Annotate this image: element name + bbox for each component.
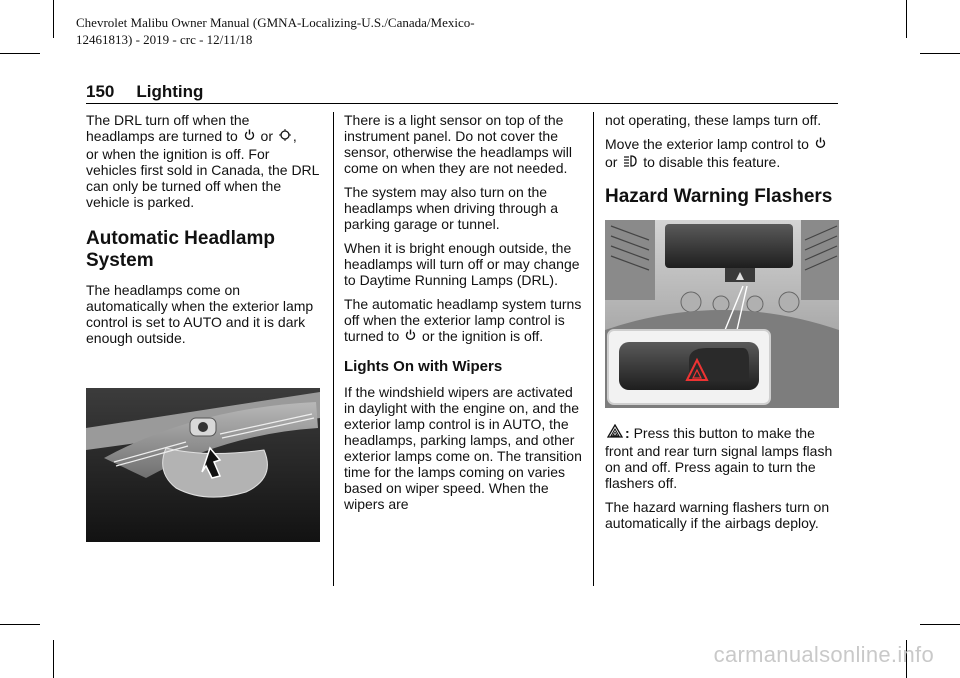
page-number: 150 xyxy=(86,82,115,101)
drl-paragraph xyxy=(86,112,322,210)
airbag-paragraph: The hazard warning flashers turn on automatically if the airbags deploy. xyxy=(605,499,830,531)
power-off-icon xyxy=(405,329,416,346)
light-sensor-figure xyxy=(86,388,320,542)
text: Move the exterior lamp control to xyxy=(605,136,809,152)
text: or xyxy=(260,128,273,144)
crop-mark xyxy=(920,53,960,54)
auto-paragraph: The headlamps come on automatically when the exterior lamp control is set to AUTO and it is dark enough outside. xyxy=(86,282,314,346)
crop-mark xyxy=(0,624,40,625)
heading-lights-on-wipers: Lights On with Wipers xyxy=(344,358,503,375)
heading-automatic-headlamp: Automatic Headlamp System xyxy=(86,228,275,271)
column-3-lower xyxy=(605,424,839,539)
crop-mark xyxy=(906,0,907,38)
column-divider xyxy=(333,112,334,586)
text: or xyxy=(605,154,618,170)
sensor-paragraph: There is a light sensor on top of the instrument panel. Do not cover the sensor, otherwise the headlamps will come on when they are not needed. xyxy=(344,112,573,176)
column-1 xyxy=(86,112,322,354)
column-3 xyxy=(605,112,839,218)
text: , xyxy=(292,128,297,144)
power-off-icon xyxy=(815,137,826,154)
symbol-colon: : xyxy=(625,425,630,441)
disable-paragraph xyxy=(605,136,839,172)
text: The DRL turn off when the xyxy=(86,112,250,128)
parking-lamp-icon xyxy=(279,129,291,146)
crop-mark xyxy=(53,640,54,678)
headlamp-icon xyxy=(623,155,637,172)
header-line-1: Chevrolet Malibu Owner Manual (GMNA-Localizing-U.S./Canada/Mexico- xyxy=(76,15,475,30)
text: or the ignition is off. xyxy=(422,328,544,344)
hazard-triangle-icon xyxy=(607,424,623,443)
garage-paragraph: The system may also turn on the headlamps when driving through a parking garage or tunnel. xyxy=(344,184,559,232)
crop-mark xyxy=(920,624,960,625)
crop-mark xyxy=(53,0,54,38)
auto-off-paragraph xyxy=(344,296,584,346)
text: Press this button to make the front and rear turn signal lamps flash on and off. Press again to turn the flashers off. xyxy=(605,425,833,491)
column-divider xyxy=(593,112,594,586)
page-heading xyxy=(86,82,203,102)
hazard-button-illustration xyxy=(605,220,839,408)
text: The automatic headlamp system turns off when the exterior lamp control is turned to xyxy=(344,296,582,344)
watermark: carmanualsonline.info xyxy=(713,642,934,667)
text: headlamps are turned to xyxy=(86,128,238,144)
text: or when the ignition is off. For vehicles first sold in Canada, the DRL can only be turned off when the vehicle is parked. xyxy=(86,146,319,210)
light-sensor-illustration xyxy=(86,388,320,542)
text: to disable this feature. xyxy=(643,154,781,170)
section-title: Lighting xyxy=(136,82,204,101)
wipers-paragraph: If the windshield wipers are activated in daylight with the engine on, and the exterior lamp control is in AUTO, the headlamps, parking lamps, and other exterior lamps come on. The transition time for the lamps coming on varies based on wiper speed. When the wipers are xyxy=(344,384,582,512)
bright-paragraph: When it is bright enough outside, the headlamps will turn off or may change to Daytime Running Lamps (DRL). xyxy=(344,240,580,288)
document-header xyxy=(76,14,475,48)
power-off-icon xyxy=(244,129,255,146)
header-line-2: 12461813) - 2019 - crc - 12/11/18 xyxy=(76,32,253,47)
heading-hazard-flashers: Hazard Warning Flashers xyxy=(605,186,833,207)
crop-mark xyxy=(0,53,40,54)
wipers-continued: not operating, these lamps turn off. xyxy=(605,112,822,128)
hazard-button-figure xyxy=(605,220,839,408)
hazard-press-paragraph xyxy=(605,424,839,491)
column-2 xyxy=(344,112,584,520)
header-rule xyxy=(86,103,838,104)
